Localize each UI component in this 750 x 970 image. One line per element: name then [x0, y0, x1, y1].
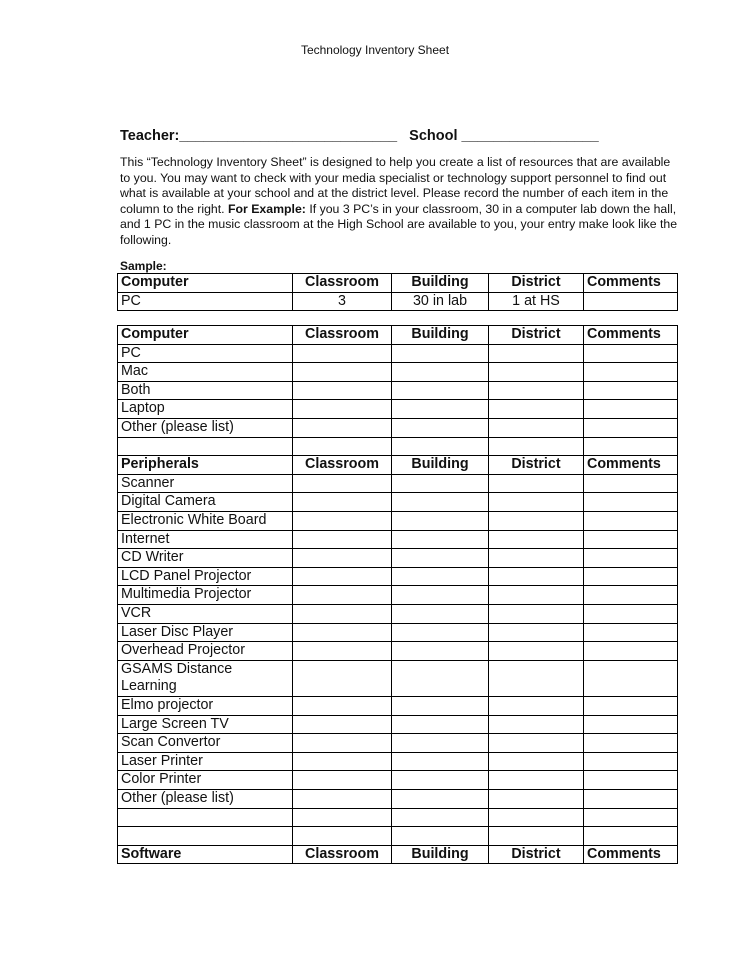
sample-district: 1 at HS: [489, 292, 584, 311]
cell-classroom[interactable]: [293, 549, 392, 568]
cell-comments[interactable]: [584, 400, 678, 419]
software-section-header-row: [118, 845, 678, 864]
table-row: [118, 474, 678, 493]
item-label: PC: [118, 344, 293, 363]
cell-classroom[interactable]: [293, 623, 392, 642]
table-row: [118, 715, 678, 734]
cell-classroom[interactable]: [293, 511, 392, 530]
table-row: [118, 530, 678, 549]
inventory-table: [117, 325, 678, 864]
cell-district[interactable]: [489, 586, 584, 605]
peripherals-section-header: Peripherals: [118, 456, 293, 475]
item-label: [118, 437, 293, 456]
cell-classroom[interactable]: [293, 567, 392, 586]
col-header-district: District: [489, 274, 584, 293]
cell-building[interactable]: [392, 363, 489, 382]
cell-district[interactable]: [489, 808, 584, 827]
sample-table: [117, 273, 678, 311]
cell-building[interactable]: [392, 437, 489, 456]
cell-building[interactable]: [392, 586, 489, 605]
cell-classroom[interactable]: [293, 752, 392, 771]
sample-header-row: [118, 274, 678, 293]
cell-comments[interactable]: [584, 511, 678, 530]
cell-classroom[interactable]: [293, 586, 392, 605]
cell-comments[interactable]: [584, 715, 678, 734]
sample-classroom: 3: [293, 292, 392, 311]
cell-district[interactable]: [489, 493, 584, 512]
cell-building[interactable]: [392, 771, 489, 790]
cell-building[interactable]: [392, 493, 489, 512]
table-row: [118, 660, 678, 696]
table-row: [118, 771, 678, 790]
cell-comments[interactable]: [584, 493, 678, 512]
item-label: Electronic White Board: [118, 511, 293, 530]
table-row: [118, 400, 678, 419]
cell-building[interactable]: [392, 344, 489, 363]
cell-district[interactable]: [489, 511, 584, 530]
item-label: CD Writer: [118, 549, 293, 568]
cell-district[interactable]: [489, 790, 584, 809]
item-label: LCD Panel Projector: [118, 567, 293, 586]
cell-district[interactable]: [489, 474, 584, 493]
cell-district[interactable]: [489, 530, 584, 549]
computer-section-header-row: [118, 326, 678, 345]
sample-building: 30 in lab: [392, 292, 489, 311]
sample-label: Sample:: [120, 259, 167, 273]
cell-district[interactable]: [489, 344, 584, 363]
cell-building[interactable]: [392, 752, 489, 771]
cell-district[interactable]: [489, 642, 584, 661]
cell-district[interactable]: [489, 734, 584, 753]
cell-building[interactable]: [392, 474, 489, 493]
item-label: Both: [118, 381, 293, 400]
item-label: Digital Camera: [118, 493, 293, 512]
item-label: Mac: [118, 363, 293, 382]
page-header: Technology Inventory Sheet: [300, 43, 450, 57]
cell-district[interactable]: [489, 715, 584, 734]
table-row: [118, 623, 678, 642]
cell-district[interactable]: [489, 660, 584, 696]
cell-comments[interactable]: [584, 381, 678, 400]
item-label: Scanner: [118, 474, 293, 493]
cell-district[interactable]: [489, 771, 584, 790]
item-label: Scan Convertor: [118, 734, 293, 753]
table-row: [118, 363, 678, 382]
cell-building[interactable]: [392, 642, 489, 661]
cell-building[interactable]: [392, 660, 489, 696]
sample-item: PC: [118, 292, 293, 311]
cell-building[interactable]: [392, 734, 489, 753]
cell-comments[interactable]: [584, 586, 678, 605]
cell-building[interactable]: [392, 790, 489, 809]
cell-building[interactable]: [392, 381, 489, 400]
item-label: Large Screen TV: [118, 715, 293, 734]
cell-building[interactable]: [392, 808, 489, 827]
cell-comments[interactable]: [584, 474, 678, 493]
cell-district[interactable]: [489, 827, 584, 846]
sample-row: [118, 292, 678, 311]
col-header-classroom: Classroom: [293, 845, 392, 864]
cell-building[interactable]: [392, 715, 489, 734]
cell-district[interactable]: [489, 623, 584, 642]
sample-header-computer: Computer: [118, 274, 293, 293]
col-header-building: Building: [392, 456, 489, 475]
cell-comments[interactable]: [584, 567, 678, 586]
col-header-comments: Comments: [584, 456, 678, 475]
table-row: [118, 437, 678, 456]
software-section-header: Software: [118, 845, 293, 864]
table-row: [118, 418, 678, 437]
cell-classroom[interactable]: [293, 715, 392, 734]
table-row: [118, 734, 678, 753]
col-header-comments: Comments: [584, 845, 678, 864]
cell-building[interactable]: [392, 400, 489, 419]
cell-comments[interactable]: [584, 344, 678, 363]
table-row: [118, 642, 678, 661]
table-row: [118, 827, 678, 846]
item-label: GSAMS Distance Learning: [118, 660, 293, 696]
sample-comments: [584, 292, 678, 311]
table-row: [118, 567, 678, 586]
col-header-classroom: Classroom: [293, 326, 392, 345]
table-row: [118, 808, 678, 827]
cell-building[interactable]: [392, 511, 489, 530]
cell-comments[interactable]: [584, 808, 678, 827]
cell-building[interactable]: [392, 697, 489, 716]
item-label: Multimedia Projector: [118, 586, 293, 605]
cell-classroom[interactable]: [293, 604, 392, 623]
cell-classroom[interactable]: [293, 493, 392, 512]
cell-district[interactable]: [489, 437, 584, 456]
intro-text-1: This “Technology Inventory Sheet” is designed to help you create a list of resources that are available to you. You may want to check with your media specialist or technology support personnel to find out what is available at your school and at the district level. Please record the number of each item in the column to the right.: [120, 155, 671, 216]
item-label: [118, 827, 293, 846]
table-row: [118, 549, 678, 568]
col-header-building: Building: [392, 274, 489, 293]
item-label: [118, 808, 293, 827]
cell-classroom[interactable]: [293, 771, 392, 790]
item-label: Laser Disc Player: [118, 623, 293, 642]
cell-comments[interactable]: [584, 604, 678, 623]
cell-district[interactable]: [489, 697, 584, 716]
col-header-classroom: Classroom: [293, 456, 392, 475]
cell-classroom[interactable]: [293, 363, 392, 382]
intro-text-2: If you 3 PC’s in your classroom, 30 in a computer lab down the hall, and 1 PC in the music classroom at the High School are available to you, your entry make look like the following.: [120, 201, 678, 247]
cell-classroom[interactable]: [293, 381, 392, 400]
cell-comments[interactable]: [584, 530, 678, 549]
cell-building[interactable]: [392, 567, 489, 586]
table-row: [118, 604, 678, 623]
cell-building[interactable]: [392, 549, 489, 568]
cell-comments[interactable]: [584, 642, 678, 661]
cell-district[interactable]: [489, 363, 584, 382]
table-row: [118, 586, 678, 605]
computer-section-header: Computer: [118, 326, 293, 345]
cell-comments[interactable]: [584, 790, 678, 809]
col-header-district: District: [489, 326, 584, 345]
col-header-building: Building: [392, 845, 489, 864]
cell-classroom[interactable]: [293, 530, 392, 549]
cell-classroom[interactable]: [293, 697, 392, 716]
table-row: [118, 511, 678, 530]
cell-comments[interactable]: [584, 363, 678, 382]
cell-district[interactable]: [489, 381, 584, 400]
col-header-comments: Comments: [584, 274, 678, 293]
cell-classroom[interactable]: [293, 790, 392, 809]
cell-building[interactable]: [392, 604, 489, 623]
cell-classroom[interactable]: [293, 734, 392, 753]
cell-district[interactable]: [489, 567, 584, 586]
col-header-comments: Comments: [584, 326, 678, 345]
cell-district[interactable]: [489, 400, 584, 419]
cell-classroom[interactable]: [293, 344, 392, 363]
cell-comments[interactable]: [584, 418, 678, 437]
item-label: Other (please list): [118, 790, 293, 809]
cell-comments[interactable]: [584, 771, 678, 790]
cell-building[interactable]: [392, 623, 489, 642]
cell-district[interactable]: [489, 604, 584, 623]
col-header-district: District: [489, 845, 584, 864]
col-header-classroom: Classroom: [293, 274, 392, 293]
cell-classroom[interactable]: [293, 642, 392, 661]
cell-comments[interactable]: [584, 752, 678, 771]
item-label: VCR: [118, 604, 293, 623]
cell-classroom[interactable]: [293, 474, 392, 493]
cell-district[interactable]: [489, 418, 584, 437]
col-header-district: District: [489, 456, 584, 475]
cell-district[interactable]: [489, 549, 584, 568]
item-label: Laptop: [118, 400, 293, 419]
table-row: [118, 697, 678, 716]
table-row: [118, 752, 678, 771]
cell-classroom[interactable]: [293, 437, 392, 456]
peripherals-section-header-row: [118, 456, 678, 475]
table-row: [118, 344, 678, 363]
cell-building[interactable]: [392, 418, 489, 437]
cell-comments[interactable]: [584, 437, 678, 456]
item-label: Elmo projector: [118, 697, 293, 716]
cell-district[interactable]: [489, 752, 584, 771]
table-row: [118, 790, 678, 809]
cell-comments[interactable]: [584, 734, 678, 753]
cell-classroom[interactable]: [293, 418, 392, 437]
teacher-school-line: Teacher:___________________________ School _________________: [120, 128, 599, 144]
cell-comments[interactable]: [584, 827, 678, 846]
cell-classroom[interactable]: [293, 400, 392, 419]
cell-comments[interactable]: [584, 697, 678, 716]
cell-building[interactable]: [392, 530, 489, 549]
item-label: Other (please list): [118, 418, 293, 437]
cell-classroom[interactable]: [293, 660, 392, 696]
item-label: Color Printer: [118, 771, 293, 790]
item-label: Laser Printer: [118, 752, 293, 771]
table-row: [118, 381, 678, 400]
table-row: [118, 493, 678, 512]
item-label: Overhead Projector: [118, 642, 293, 661]
item-label: Internet: [118, 530, 293, 549]
cell-comments[interactable]: [584, 549, 678, 568]
intro-example-label: For Example:: [228, 201, 306, 216]
cell-classroom[interactable]: [293, 808, 392, 827]
cell-classroom[interactable]: [293, 827, 392, 846]
col-header-building: Building: [392, 326, 489, 345]
cell-comments[interactable]: [584, 623, 678, 642]
cell-comments[interactable]: [584, 660, 678, 696]
cell-building[interactable]: [392, 827, 489, 846]
intro-paragraph: [120, 155, 680, 248]
